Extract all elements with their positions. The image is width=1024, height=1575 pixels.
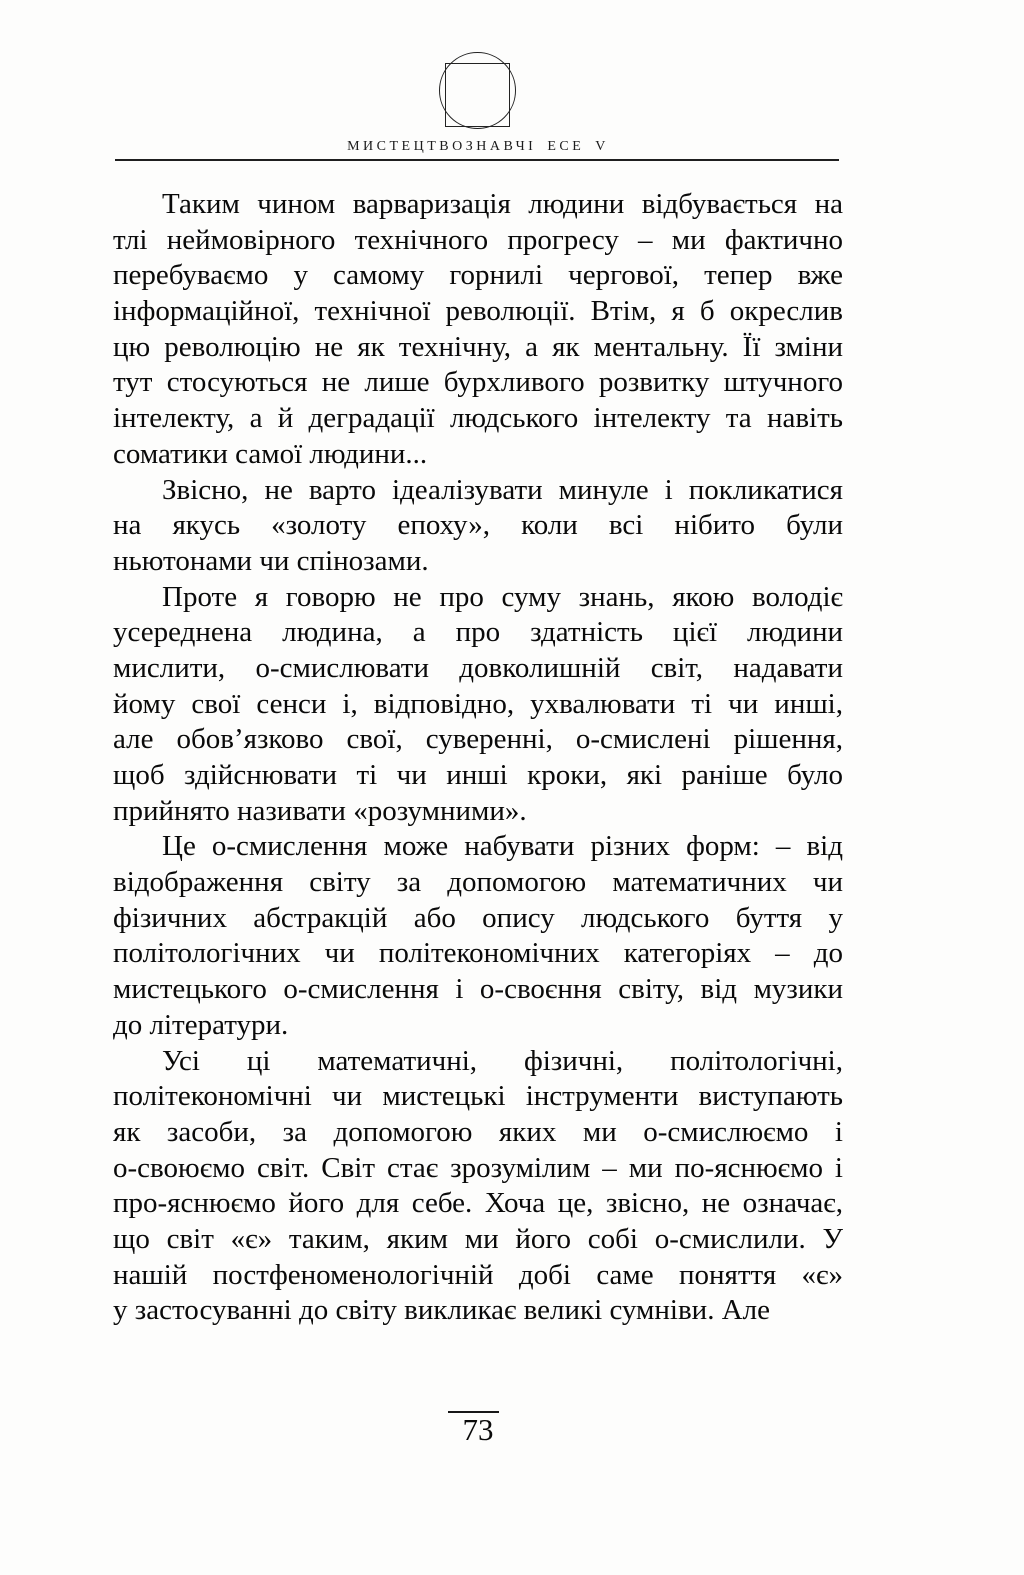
text-line: інтелекту, а й деградації людського інтелекту та навіть: [113, 402, 843, 435]
page-number: 73: [462, 1412, 494, 1447]
text-line: мистецького о-смислення і о-своєння світу, від музики: [113, 973, 843, 1006]
text-line: нашій постфеноменологічній добі саме поняття «є»: [113, 1258, 843, 1291]
text-line: інформаційної, технічної революції. Втім, я б окреслив: [113, 295, 843, 328]
text-line: соматики самої людини...: [113, 437, 428, 470]
text-line: прийнято називати «розумними».: [113, 794, 527, 827]
text-line: політекономічні чи мистецькі інструменти виступають: [113, 1080, 843, 1113]
text-line: до літератури.: [113, 1008, 289, 1041]
text-line: фізичних абстракцій або опису людського буття у: [113, 901, 843, 934]
text-line: тлі неймовірного технічного прогресу – ми фактично: [113, 223, 843, 256]
header-rule: [115, 159, 839, 161]
text-line: перебуваємо у самому горнилі чергової, тепер вже: [113, 259, 843, 292]
text-line: на якусь «золоту епоху», коли всі нібито були: [113, 509, 843, 542]
text-line: як засоби, за допомогою яких ми о-смислюємо і: [113, 1115, 843, 1148]
text-line: йому свої сенси і, відповідно, ухвалювати ті чи инші,: [113, 687, 843, 720]
text-line: Проте я говорю не про суму знань, якою володіє: [162, 580, 843, 613]
text-line: Звісно, не варто ідеалізувати минуле і покликатися: [162, 473, 843, 506]
body-text: [113, 187, 843, 1329]
text-line: політологічних чи політекономічних категоріях – до: [113, 937, 843, 970]
text-line: Це о-смислення може набувати різних форм: – від: [162, 830, 843, 863]
text-line: Таким чином варваризація людини відбувається на: [162, 188, 843, 220]
text-line: у застосуванні до світу викликає великі сумніви. Але: [113, 1294, 770, 1327]
text-line: про-яснюємо його для себе. Хоча це, звісно, не означає,: [113, 1187, 843, 1220]
text-line: мислити, о-смислювати довколишній світ, надавати: [113, 651, 843, 684]
text-line: ньютонами чи спінозами.: [113, 544, 429, 577]
text-line: тут стосуються не лише бурхливого розвитку штучного: [113, 366, 843, 399]
text-line: відображення світу за допомогою математичних чи: [113, 866, 843, 899]
text-line: щоб здійснювати ті чи инші кроки, які раніше було: [113, 759, 843, 791]
text-line: Усі ці математичні, фізичні, політологічні,: [162, 1044, 843, 1077]
text-line: цю революцію не як технічну, а як ментальну. Її зміни: [113, 330, 843, 363]
text-line: о-своюємо світ. Світ стає зрозумілим – ми по-яснюємо і: [113, 1151, 843, 1184]
text-line: але обов’язково свої, суверенні, о-смислені рішення,: [113, 723, 843, 756]
text-line: що світ «є» таким, яким ми його собі о-смислили. У: [113, 1222, 843, 1255]
circle-square-emblem-icon: [439, 52, 517, 130]
publisher-logo: [113, 52, 843, 130]
emblem-square: [445, 63, 510, 127]
running-head-title: МИСТЕЦТВОЗНАВЧІ ЕСЕ V: [347, 139, 609, 154]
text-line: усереднена людина, а про здатність цієї людини: [113, 616, 843, 649]
